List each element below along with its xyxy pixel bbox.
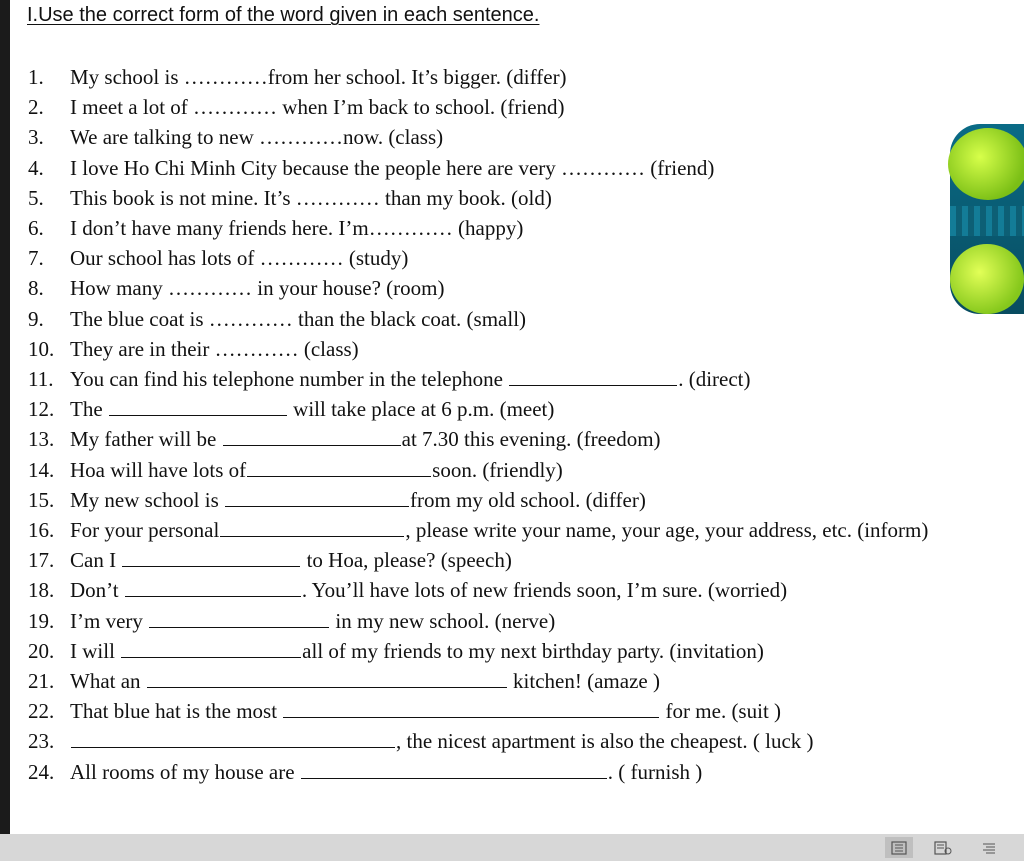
item-number: 19.: [28, 608, 55, 633]
list-item: [28, 92, 968, 122]
item-text: (happy): [452, 216, 524, 241]
item-text: What an: [70, 669, 146, 694]
item-text: All rooms of my house are: [70, 759, 300, 784]
answer-blank: [220, 520, 404, 537]
answer-blank: [149, 611, 329, 628]
item-text: The blue coat is: [70, 306, 209, 331]
list-item: [28, 545, 968, 575]
item-text: Can I: [70, 548, 122, 573]
exercise-title: I.Use the correct form of the word given in each sentence.: [27, 4, 540, 26]
item-text: (class): [298, 336, 359, 361]
item-text: The: [70, 397, 108, 422]
item-text: I meet a lot of: [70, 95, 194, 120]
answer-blank: [283, 701, 659, 718]
tennis-ball-icon: [950, 244, 1024, 314]
answer-blank: [122, 550, 300, 567]
print-layout-icon[interactable]: [929, 837, 957, 858]
dotted-blank: …………: [259, 246, 344, 271]
list-item: [28, 243, 968, 273]
answer-blank: [121, 641, 301, 658]
item-text: . You’ll have lots of new friends soon, I’m sure. (worried): [301, 578, 788, 603]
item-text: soon. (friendly): [432, 457, 563, 482]
item-number: 2.: [28, 95, 44, 120]
answer-blank: [301, 762, 607, 779]
item-number: 8.: [28, 276, 44, 301]
list-item: [28, 636, 968, 666]
item-text: That blue hat is the most: [70, 699, 283, 724]
item-text: This book is not mine. It’s: [70, 185, 296, 210]
item-text: I love Ho Chi Minh City because the people here are very: [70, 155, 562, 180]
status-bar: [0, 834, 1024, 861]
item-number: 13.: [28, 427, 55, 452]
list-item: [28, 455, 968, 485]
item-text: Hoa will have lots of: [70, 457, 247, 482]
dotted-blank: …………from: [183, 65, 309, 89]
item-text: kitchen! (amaze ): [507, 669, 660, 694]
list-item: [28, 122, 968, 152]
item-text: (friend): [645, 155, 715, 180]
item-number: 22.: [28, 699, 55, 724]
list-item: [28, 696, 968, 726]
item-text: . (direct): [678, 367, 751, 392]
list-item: [28, 757, 968, 787]
list-item: [28, 273, 968, 303]
item-number: 3.: [28, 125, 44, 150]
item-text: Don’t: [70, 578, 124, 603]
answer-blank: [147, 671, 507, 688]
read-mode-icon[interactable]: [885, 837, 913, 858]
dotted-blank: …………: [295, 185, 380, 210]
dotted-blank: …………: [193, 95, 278, 120]
list-item: [28, 213, 968, 243]
list-item: [28, 515, 968, 545]
item-text: than the black coat. (small): [292, 306, 527, 331]
list-item: [28, 364, 968, 394]
list-item: [28, 606, 968, 636]
dotted-blank: …………: [214, 336, 299, 361]
list-item: [28, 62, 968, 92]
item-number: 20.: [28, 638, 55, 663]
item-number: 1.: [28, 65, 44, 89]
item-text: when I’m back to school. (friend): [277, 95, 565, 120]
item-number: 21.: [28, 669, 55, 694]
list-item: [28, 485, 968, 515]
item-number: 17.: [28, 548, 55, 573]
list-item: [28, 183, 968, 213]
item-number: 11.: [28, 367, 54, 392]
image-band: [950, 206, 1024, 236]
decorative-image: [936, 118, 1024, 318]
dotted-blank: …………: [208, 306, 293, 331]
list-item: [28, 394, 968, 424]
list-item: [28, 153, 968, 183]
item-text: I don’t have many friends here. I’m: [70, 216, 369, 241]
item-text: . ( furnish ): [607, 759, 703, 784]
item-number: 5.: [28, 185, 44, 210]
list-item: [28, 334, 968, 364]
item-text: than my book. (old): [379, 185, 552, 210]
item-text: for me. (suit ): [660, 699, 782, 724]
item-text: For your personal: [70, 518, 220, 543]
dotted-blank: …………now: [259, 125, 378, 150]
item-number: 7.: [28, 246, 44, 271]
item-text: her school. It’s bigger. (differ): [308, 65, 567, 89]
item-text: , the nicest apartment is also the cheapest. ( luck ): [396, 729, 814, 754]
item-number: 23.: [28, 729, 55, 754]
item-text: My new school is: [70, 487, 224, 512]
list-item: [28, 424, 968, 454]
item-number: 18.: [28, 578, 55, 603]
answer-blank: [509, 369, 677, 386]
item-text: Our school has lots of: [70, 246, 260, 271]
web-layout-icon[interactable]: [975, 837, 1003, 858]
item-number: 14.: [28, 457, 55, 482]
item-text: will take place at 6 p.m. (meet): [287, 397, 555, 422]
item-text: at 7.30 this evening. (freedom): [401, 427, 661, 452]
item-text: (study): [343, 246, 409, 271]
item-text: from my old school. (differ): [410, 487, 646, 512]
item-text: They are in their: [70, 336, 215, 361]
list-item: [28, 304, 968, 334]
answer-blank: [223, 429, 401, 446]
item-number: 4.: [28, 155, 44, 180]
answer-blank: [109, 399, 287, 416]
dotted-blank: …………: [368, 216, 453, 241]
item-text: in your house? (room): [252, 276, 445, 301]
item-text: My father will be: [70, 427, 222, 452]
list-item: [28, 575, 968, 605]
answer-blank: [71, 731, 395, 748]
item-number: 12.: [28, 397, 55, 422]
item-number: 16.: [28, 518, 55, 543]
item-text: in my new school. (nerve): [330, 608, 556, 633]
item-number: 10.: [28, 336, 55, 361]
dotted-blank: …………: [168, 276, 252, 301]
item-text: I will: [70, 638, 121, 663]
item-text: all of my friends to my next birthday party. (invitation): [302, 638, 764, 663]
item-text: to Hoa, please? (speech): [301, 548, 512, 573]
item-text: We are talking to new: [70, 125, 259, 150]
list-item: [28, 726, 968, 756]
item-text: I’m very: [70, 608, 149, 633]
item-text: . (class): [377, 125, 444, 150]
answer-blank: [225, 490, 409, 507]
dotted-blank: …………: [561, 155, 646, 180]
item-number: 6.: [28, 216, 44, 241]
item-text: My school is: [70, 65, 184, 89]
item-number: 15.: [28, 487, 55, 512]
tennis-ball-icon: [948, 128, 1024, 200]
item-text: , please write your name, your age, your address, etc. (inform): [405, 518, 929, 543]
item-number: 9.: [28, 306, 44, 331]
answer-blank: [125, 580, 301, 597]
item-text: You can find his telephone number in the telephone: [70, 367, 509, 392]
item-text: How many: [70, 276, 168, 301]
item-number: 24.: [28, 759, 55, 784]
exercise-list: [28, 62, 968, 787]
window-edge: [0, 0, 10, 861]
answer-blank: [247, 460, 431, 477]
list-item: [28, 666, 968, 696]
